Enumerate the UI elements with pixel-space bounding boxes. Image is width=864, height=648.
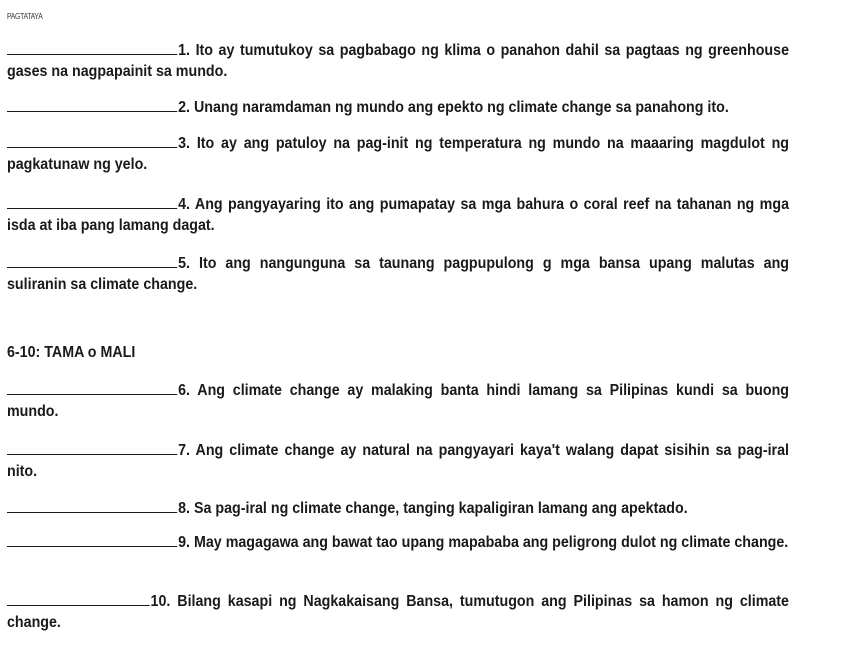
answer-blank-2[interactable] [7,97,177,112]
question-number-4: 4. [178,196,191,213]
question-item-2 [7,97,789,118]
question-item-4 [7,194,789,236]
question-text-8: Sa pag-iral ng climate change, tanging kapaligiran lamang ang apektado. [193,500,688,517]
question-item-10 [7,591,789,633]
question-text-3: Ito ay ang patuloy na pag-init ng temperatura ng mundo na maaaring magdulot ng pagkatunaw ng yelo. [7,135,789,173]
answer-blank-6[interactable] [7,380,177,395]
page-header-label: PAGTATAYA [7,12,43,21]
question-number-1: 1. [178,42,191,59]
question-number-8: 8. [178,500,191,517]
answer-blank-10[interactable] [7,591,150,606]
answer-blank-7[interactable] [7,440,177,455]
question-text-1: Ito ay tumutukoy sa pagbabago ng klima o panahon dahil sa pagtaas ng greenhouse gases na nagpapainit sa mundo. [7,42,789,80]
question-item-5 [7,253,789,295]
question-text-6: Ang climate change ay malaking banta hindi lamang sa Pilipinas kundi sa buong mundo. [7,382,790,420]
section-title-tama-o-mali: 6-10: TAMA o MALI [7,344,136,361]
answer-blank-8[interactable] [7,498,177,513]
answer-blank-9[interactable] [7,532,177,547]
question-number-9: 9. [178,534,191,551]
question-item-9 [7,532,789,553]
answer-blank-4[interactable] [7,194,177,209]
question-number-3: 3. [178,135,191,152]
question-item-8 [7,498,789,519]
answer-blank-1[interactable] [7,40,177,55]
question-text-9: May magagawa ang bawat tao upang mapababa ang peligrong dulot ng climate change. [193,534,789,551]
question-text-5: Ito ang nangunguna sa taunang pagpupulong g mga bansa upang malutas ang suliranin sa climate change. [7,255,789,293]
question-item-1 [7,40,789,82]
question-number-7: 7. [178,442,191,459]
answer-blank-3[interactable] [7,133,177,148]
question-text-4: Ang pangyayaring ito ang pumapatay sa mga bahura o coral reef na tahanan ng mga isda at iba pang lamang dagat. [7,196,789,234]
question-number-6: 6. [178,382,191,399]
question-number-10: 10. [150,593,171,610]
question-item-6 [7,380,789,422]
question-item-7 [7,440,789,482]
question-text-10: Bilang kasapi ng Nagkakaisang Bansa, tumutugon ang Pilipinas sa hamon ng climate change. [7,593,789,631]
question-text-7: Ang climate change ay natural na pangyayari kaya't walang dapat sisihin sa pag-iral nito. [7,442,790,480]
question-number-5: 5. [178,255,191,272]
question-text-2: Unang naramdaman ng mundo ang epekto ng climate change sa panahong ito. [193,99,729,116]
question-number-2: 2. [178,99,191,116]
question-item-3 [7,133,789,175]
answer-blank-5[interactable] [7,253,177,268]
